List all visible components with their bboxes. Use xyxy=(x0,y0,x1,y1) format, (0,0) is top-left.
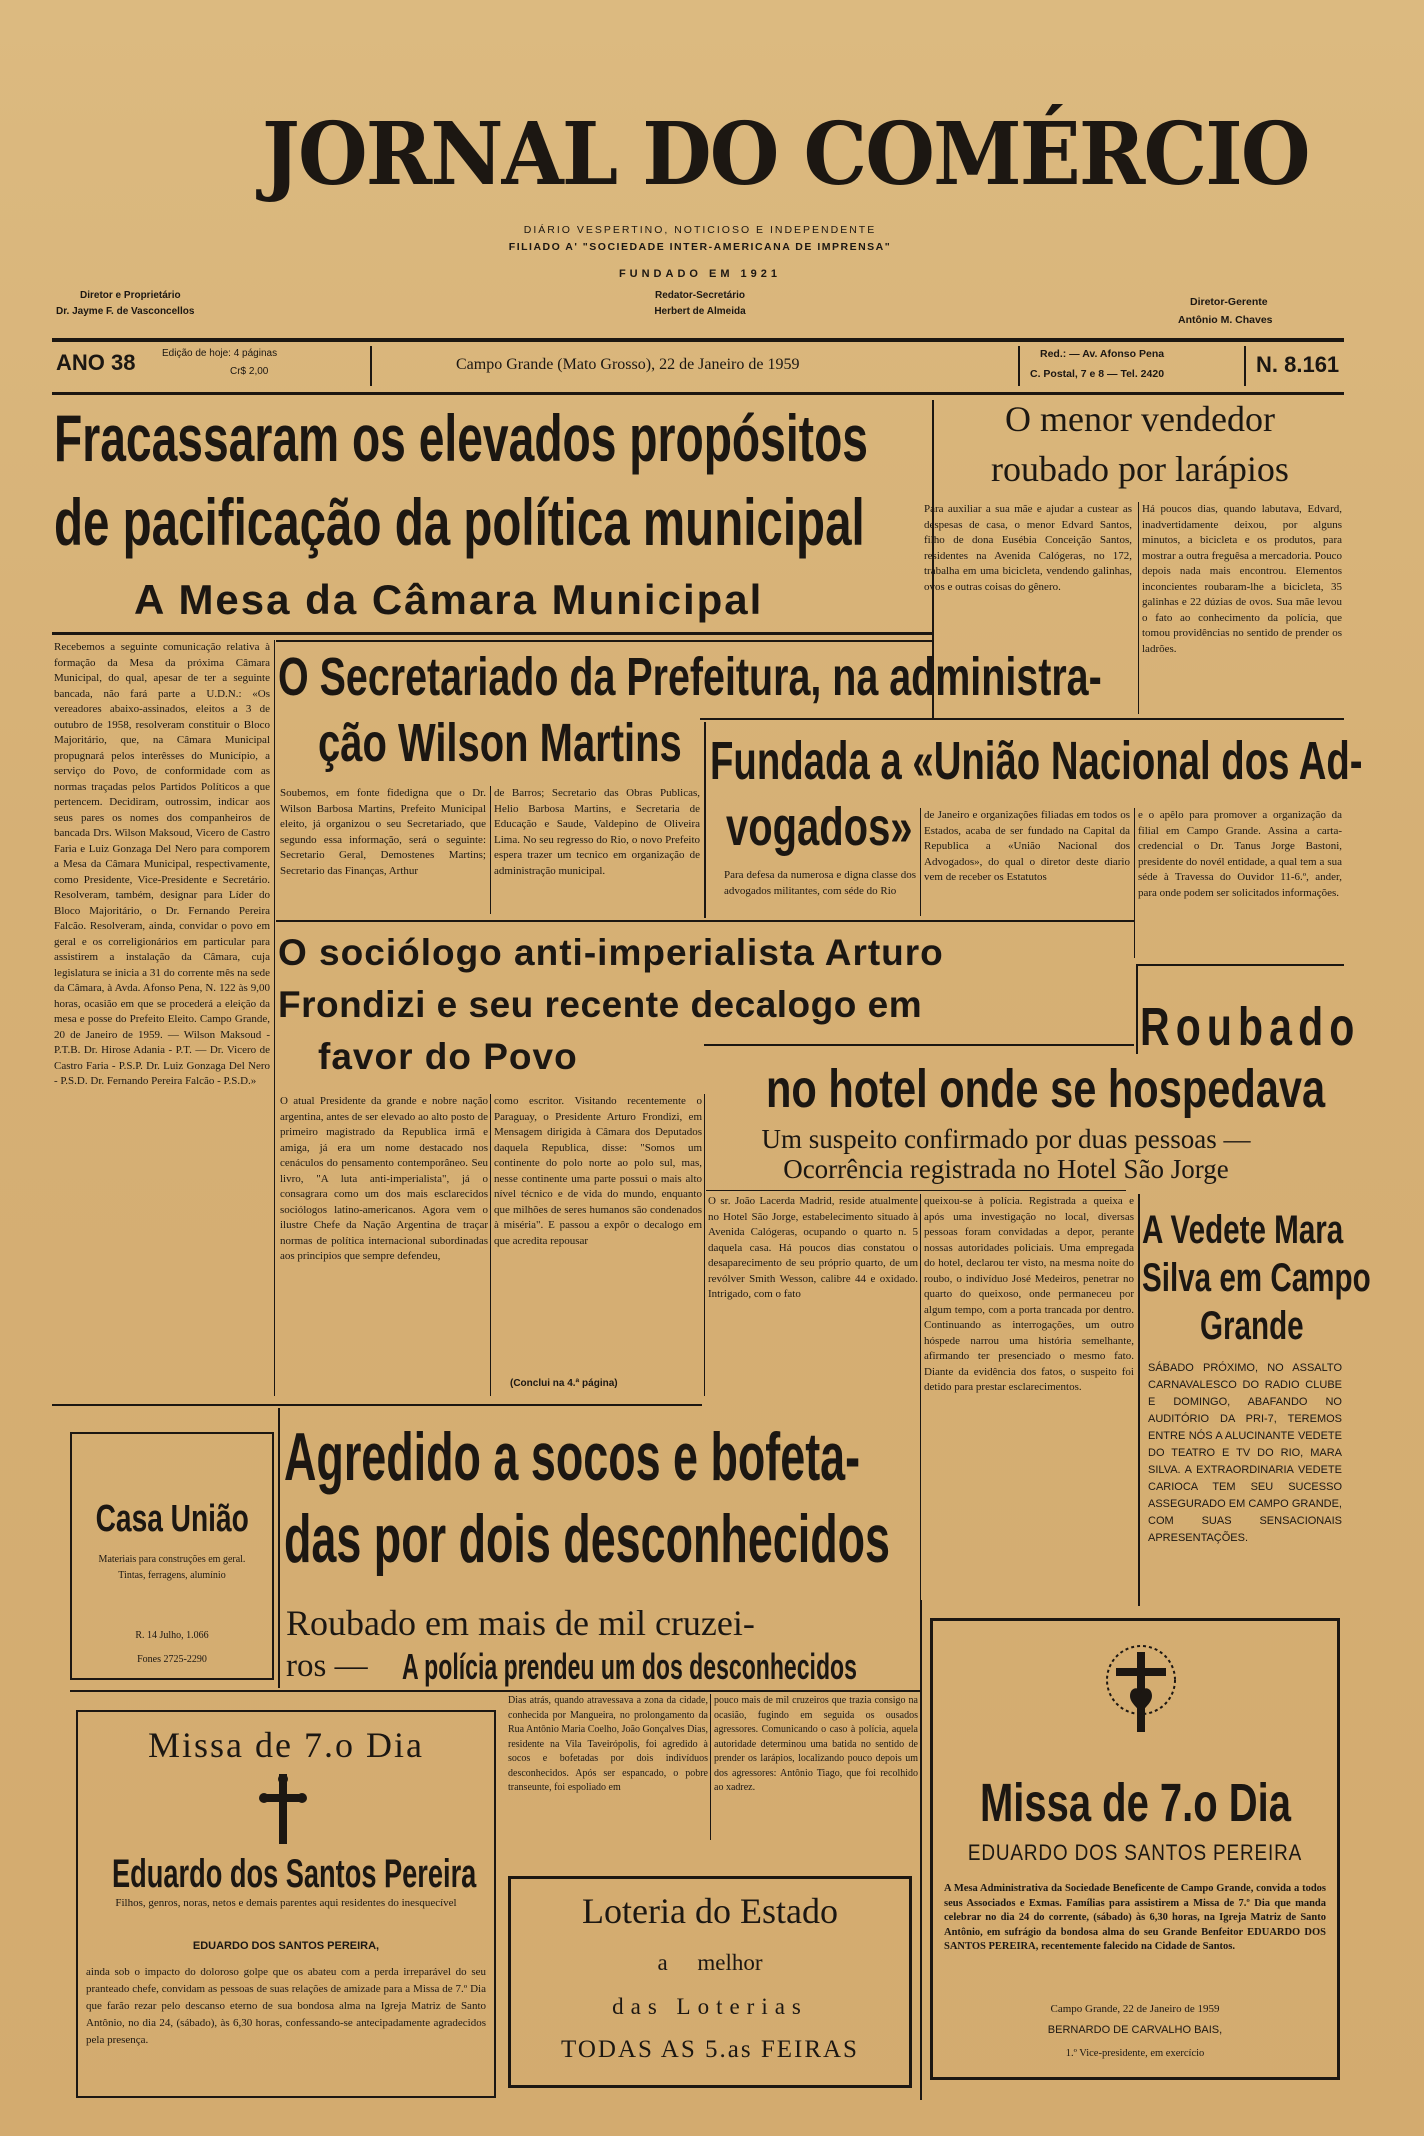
casa-uniao-title: Casa União xyxy=(95,1498,249,1540)
agredido-right-rule xyxy=(920,1600,922,2100)
uniao-col-1: Para defesa da numerosa e digna classe dos advogados militantes, com séde do Rio xyxy=(724,869,916,897)
vedete-headline-3: Grande xyxy=(1200,1304,1304,1348)
uniao-col-3: e o apêlo para promover a organização da filial em Campo Grande. Assina a carta-credencial o Dr. Tanus Jorge Bastoni, presidente do novél entidade, a qual tem a sua séde à Travessa do Ouvidor 11-6.º, ander, para onde podem ser solicitados informações. xyxy=(1138,809,1342,899)
menor-headline-1: O menor vendedor xyxy=(1005,399,1275,439)
roubado-headline-1: Roubado xyxy=(1140,997,1361,1057)
agredido-sub-2b: A polícia prendeu um dos desconhecidos xyxy=(402,1646,857,1687)
missa-right-signer: BERNARDO DE CARVALHO BAIS, xyxy=(1047,2024,1223,2036)
loteria-line-3: das Loterias xyxy=(612,1994,808,2019)
lead-body: Recebemos a seguinte comunicação relativa à formação da Mesa da próxima Câmara Municipal, do qual, apesar de ter a seguinte bancada, não fará parte a U.D.N.: «Os vereadores abaixo-assinados, eleitos a 3 de outubro de 1958, resolveram constituir o Bloco Majoritário, que, na Câmara Municipal propugnará pelos interêsses do Município, a serviço do Povo, de conformidade com as normas traçadas pelos Partidos Políticos a que pertencem. Decidiram, outrossim, indicar aos seus pares os nomes dos companheiros de bancada Drs. Wilson Maksoud, Vicero de Castro Faria e Luiz Gonzaga Del Nero para comporem a Mesa da Câmara Municipal, respectivamente, como Presidente, Vice-Presidente e Secretário. Resolveram, também, designar para Líder do Bloco Majoritário, o Dr. Fernando Pereira Falcão. Resolveram, ainda, convidar o povo em geral e os correligionários em particular para assistirem a instalação da Câmara, cuja legislatura se inicia a 31 do corrente mês na sede da Câmara, à Avda. Afonso Pena, N. 122 às 9,00 horas, ocasião em que se procederá a eleição da mesa e posse do Prefeito Eleito. Campo Grande, 20 de Janeiro de 1959. — Wilson Maksoud - P.T.B. Dr. Hirose Adania - P.T. — Dr. Vicero de Castro Faria - P.S.P. Dr. Luiz Gonzaga Del Nero - P.S.D. Dr. Fernando Pereira Falcão - P.S.D.» xyxy=(54,641,270,1087)
frondizi-right-rule xyxy=(704,1044,1134,1046)
missa-right-body: A Mesa Administrativa da Sociedade Beneficente de Campo Grande, convida a todos seus Associados e Exmas. Famílias para assistirem a Missa de 7.º Dia que manda celebrar no dia 24 do corrente, (sábado) às 6,30 horas, na Igreja Matriz de Santo Antônio, em sufrágio da bondosa alma do seu Grande Benfeitor EDUARDO DOS SANTOS PEREIRA, recentemente falecido na Cidade de Santos. xyxy=(944,1883,1326,1952)
secretariado-inner-rule xyxy=(490,786,491,914)
edition-pages: Edição de hoje: 4 páginas xyxy=(162,348,278,359)
uniao-inner-rule-1 xyxy=(920,808,921,916)
missa-right-signer-role: 1.º Vice-presidente, em exercício xyxy=(1065,2048,1205,2059)
roubado-col-1: O sr. João Lacerda Madrid, reside atualmente no Hotel São Jorge, estabelecimento situado à Avenida Calógeras, ocupando o quarto n. 5 daquela casa. Há poucos dias constatou o desaparecimento de seu próprio quarto, de um revólver Smith Wesson, calibre 44 e oxidado. Intrigado, com o fato xyxy=(708,1195,918,1300)
uniao-col-2: de Janeiro e organizações filiadas em todos os Estados, acaba de ser fundado na Capital da Republica a «União Nacional dos Advogados», do qual o diretor deste diario vem de receber os Estatutos xyxy=(924,809,1130,883)
lead-subhead: A Mesa da Câmara Municipal xyxy=(134,576,764,623)
agredido-headline-2: das por dois desconhecidos xyxy=(284,1501,891,1577)
masthead-founded: FUNDADO EM 1921 xyxy=(618,268,782,280)
casa-uniao-phones: Fones 2725-2290 xyxy=(137,1654,207,1665)
frondizi-col-1: O atual Presidente da grande e nobre nação argentina, antes de ser elevado ao alto posto de primeiro magistrado da Republica irmã e amiga, já era um nome destacado nos cenáculos do pensamento contemporâneo. Seu livro, "A luta anti-imperialista", já o consagrara como um dos mais esclarecidos sociólogos latino-americanos. Agora vem o ilustre Chefe da Nação Argentina de traçar normas de política internacional subordinadas aos principios que sempre defendeu, xyxy=(280,1095,488,1262)
secretariado-top-rule xyxy=(276,640,932,642)
agredido-sub-2a: ros — xyxy=(286,1648,368,1684)
roubado-sub-2: Ocorrência registrada no Hotel São Jorge xyxy=(783,1154,1229,1184)
address-line-1: Red.: — Av. Afonso Pena xyxy=(1040,348,1165,360)
missa-left-name-caps: EDUARDO DOS SANTOS PEREIRA, xyxy=(192,1940,380,1952)
frondizi-headline-3: favor do Povo xyxy=(318,1036,578,1077)
menor-inner-rule xyxy=(1138,502,1139,714)
address-line-2: C. Postal, 7 e 8 — Tel. 2420 xyxy=(1030,368,1165,380)
frondizi-col-2: como escritor. Visitando recentemente o Paraguay, o Presidente Arturo Frondizi, em Mensagem dirigida à Câmara dos Deputados daquela Republica, disse: "Somos um continente do polo norte ao polo sul, mas, nesse continente uma parte possui o mais alto nível técnico e de vida do mundo, enquanto que milhões de seres humanos são condenados à miséria". E passou a expôr o decalogo em que acredita repousar xyxy=(494,1095,702,1247)
missa-right-name: EDUARDO DOS SANTOS PEREIRA xyxy=(967,1840,1303,1865)
agredido-col-1: Dias atrás, quando atravessava a zona da cidade, conhecida por Mangueira, no prolongamento da Rua Antônio Maria Coelho, João Gonçalves Dias, residente na Vila Taveirópolis, foi agredido à socos e bofetadas por dois indivíduos desconhecidos. Após ser espancado, o pobre transeunte, foi espoliado em xyxy=(508,1695,708,1793)
vedete-left-rule xyxy=(1138,1194,1140,1606)
uniao-headline-2: vogados» xyxy=(726,797,913,857)
info-divider-2 xyxy=(1018,346,1020,386)
frondizi-continuation: (Conclui na 4.ª página) xyxy=(510,1378,618,1389)
masthead-right-name: Antônio M. Chaves xyxy=(1178,314,1273,326)
casa-uniao-address: R. 14 Julho, 1.066 xyxy=(135,1630,209,1641)
roubado-col-2: queixou-se à polícia. Registrada a queixa e após uma investigação no local, diversas pessoas foram convidadas a depor, perante nossas autoridades policiais. Uma empregada do hotel, declarou ter visto, na mesma noite do roubo, o indivíduo José Medeiros, penetrar no quarto do queixoso, onde permaneceu por algum tempo, com a porta trancada por dentro. Continuando as interrogações, um outro hóspede narrou uma história semelhante, afirmando ter presenciado o mesmo fato. Diante da evidência dos fatos, o suspeito foi detido para prestar esclarecimentos. xyxy=(924,1195,1134,1393)
agredido-headline-1: Agredido a socos e bofeta- xyxy=(284,1419,861,1495)
vedete-headline-1: A Vedete Mara xyxy=(1142,1208,1344,1252)
vedete-headline-2: Silva em Campo xyxy=(1142,1256,1371,1300)
ad-column-rule xyxy=(278,1408,280,1688)
roubado-headline-2: no hotel onde se hospedava xyxy=(766,1059,1326,1119)
info-divider-3 xyxy=(1244,346,1246,386)
frondizi-col-end-rule xyxy=(704,1094,705,1396)
casa-uniao-line-1: Materiais para construções em geral. Tintas, ferragens, alumínio xyxy=(98,1554,246,1581)
secretariado-rule xyxy=(700,718,1344,720)
loteria-line-1: Loteria do Estado xyxy=(582,1891,838,1931)
missa-left-intro: Filhos, genros, noras, netos e demais parentes aqui residentes do inesquecível xyxy=(115,1897,457,1909)
info-rule-top xyxy=(52,338,1344,342)
info-rule-bottom xyxy=(52,392,1344,395)
loteria-line-4: TODAS AS 5.as FEIRAS xyxy=(561,2036,859,2063)
uniao-inner-rule-2 xyxy=(1134,808,1135,958)
secretariado-col-1: Soubemos, em fonte fidedigna que o Dr. Wilson Barbosa Martins, Prefeito Municipal eleito, já organizou o seu Secretariado, que segundo essa informação, será o seguinte: Secretario Geral, Demostenes Martins; Secretario das Finanças, Arthur xyxy=(280,787,486,877)
missa-right-date: Campo Grande, 22 de Janeiro de 1959 xyxy=(1050,2003,1220,2015)
secretariado-col-2: de Barros; Secretario das Obras Publicas, Helio Barbosa Martins, e Secretaria de Educação e Saude, Valdepino de Oliveira Lima. No seu regresso do Rio, o novo Prefeito espera trazer um tecnico em organização de administração municipal. xyxy=(494,787,700,877)
roubado-sub-1: Um suspeito confirmado por duas pessoas — xyxy=(761,1124,1251,1154)
agredido-inner-rule xyxy=(710,1694,711,1840)
issue-number: N. 8.161 xyxy=(1256,352,1340,377)
uniao-headline-1: Fundada a «União Nacional dos Ad- xyxy=(710,731,1363,791)
menor-col-2: Há poucos dias, quando labutava, Edvard, inadvertidamente deixou, por alguns minutos, a bicicleta e os produtos, para mostrar a outra freguêsa a mercadoria. Pouco depois nada mais encontrou. Elementos inconcientes roubaram-lhe a bicicleta, 35 galinhas e 22 dúzias de ovos. Sua mãe levou o fato ao conhecimento da polícia, que tomou providências no sentido de prender os ladrões. xyxy=(1142,503,1342,655)
masthead-affiliation: FILIADO A' "SOCIEDADE INTER-AMERICANA DE IMPRENSA" xyxy=(508,241,892,253)
menor-col-1: Para auxiliar a sua mãe e ajudar a custear as despesas de casa, o menor Edvard Santos, filho de dona Eusébia Conceição Santos, residentes na Avenida Calógeras, no 172, trabalha em uma bicicleta, vendendo galinhas, ovos e outras coisas do gênero. xyxy=(924,503,1132,593)
agredido-col-2: pouco mais de mil cruzeiros que trazia consigo na ocasião, fugindo em seguida os ousados agressores. Comunicando o caso à polícia, aquela autoridade determinou uma batida no sentido de prender os larápios, localizando pouco depois um dos agressores: Antônio Tiago, que foi recolhido ao xadrez. xyxy=(714,1695,918,1793)
info-divider-1 xyxy=(370,346,372,386)
masthead-left-role: Diretor e Proprietário xyxy=(80,290,181,301)
masthead-title: JORNAL DO COMÉRCIO xyxy=(262,104,1309,205)
secretariado-headline-2: ção Wilson Martins xyxy=(318,713,682,773)
vedete-body: SÁBADO PRÓXIMO, NO ASSALTO CARNAVALESCO DO RADIO CLUBE E DOMINGO, ABAFANDO NO AUDITÓRIO DA PRI-7, TEREMOS ENTRE NÓS A ALUCINANTE VEDETE DO TEATRO E TV DO RIO, MARA SILVA. A EXTRAORDINARIA VEDETE CARIOCA TEM SEU SUCESSO ASSEGURADO EM CAMPO GRANDE, COM SUAS SENSACIONAIS APRESENTAÇÕES. xyxy=(1148,1362,1342,1544)
lead-headline-line-2: de pacificação da política municipal xyxy=(54,485,865,559)
loteria-line-2: a melhor xyxy=(657,1950,763,1975)
issue-year: ANO 38 xyxy=(56,350,136,375)
secretariado-headline-1: O Secretariado da Prefeitura, na administra- xyxy=(278,647,1102,707)
missa-left-title: Missa de 7.o Dia xyxy=(148,1725,424,1765)
sacred-heart-cross-icon xyxy=(1104,1644,1178,1736)
roubado-inner-rule xyxy=(920,1194,921,1600)
missa-left-body: ainda sob o impacto do doloroso golpe que os abateu com a perda irreparável do seu pranteado chefe, convidam as pessoas de suas relações de amizade para a Missa de 7.º Dia que farão rezar pelo descanso eterno de sua bondosa alma na Igreja Matriz de Santo Antônio, no dia 24, (sábado), às 6,30 horas, confessando-se antecipadamente agradecidos pela presença. xyxy=(86,1966,486,2046)
roubado-top-rule xyxy=(1136,964,1344,966)
roubado-left-rule xyxy=(1136,964,1138,1054)
secretariado-right-rule xyxy=(704,722,706,918)
frondizi-headline-1: O sociólogo anti-imperialista Arturo xyxy=(278,932,944,973)
masthead-left-name: Dr. Jayme F. de Vasconcellos xyxy=(56,306,195,317)
missa-right-title: Missa de 7.o Dia xyxy=(980,1773,1291,1833)
roubado-sub-rule xyxy=(706,1190,1126,1191)
cross-icon xyxy=(258,1774,308,1844)
lead-headline-line-1: Fracassaram os elevados propósitos xyxy=(54,401,868,475)
place-date: Campo Grande (Mato Grosso), 22 de Janeiro de 1959 xyxy=(456,356,800,373)
masthead-center-role: Redator-Secretário xyxy=(654,290,746,301)
lead-column-rule xyxy=(274,640,275,1396)
menor-headline-2: roubado por larápios xyxy=(991,449,1289,489)
frondizi-headline-2: Frondizi e seu recente decalogo em xyxy=(278,984,923,1025)
ad-section-rule xyxy=(52,1404,702,1406)
frondizi-top-rule xyxy=(276,920,1134,922)
masthead-right-role: Diretor-Gerente xyxy=(1190,296,1268,308)
lead-subhead-rule xyxy=(52,632,932,635)
edition-price: Cr$ 2,00 xyxy=(230,366,269,377)
agredido-sub-1: Roubado em mais de mil cruzei- xyxy=(286,1603,755,1643)
agredido-rule xyxy=(70,1690,920,1692)
masthead-center-name: Herbert de Almeida xyxy=(654,306,746,317)
missa-left-name: Eduardo dos Santos Pereira xyxy=(112,1852,477,1896)
masthead-tagline: DIÁRIO VESPERTINO, NOTICIOSO E INDEPENDENTE xyxy=(523,224,877,236)
frondizi-inner-rule xyxy=(490,1094,491,1396)
